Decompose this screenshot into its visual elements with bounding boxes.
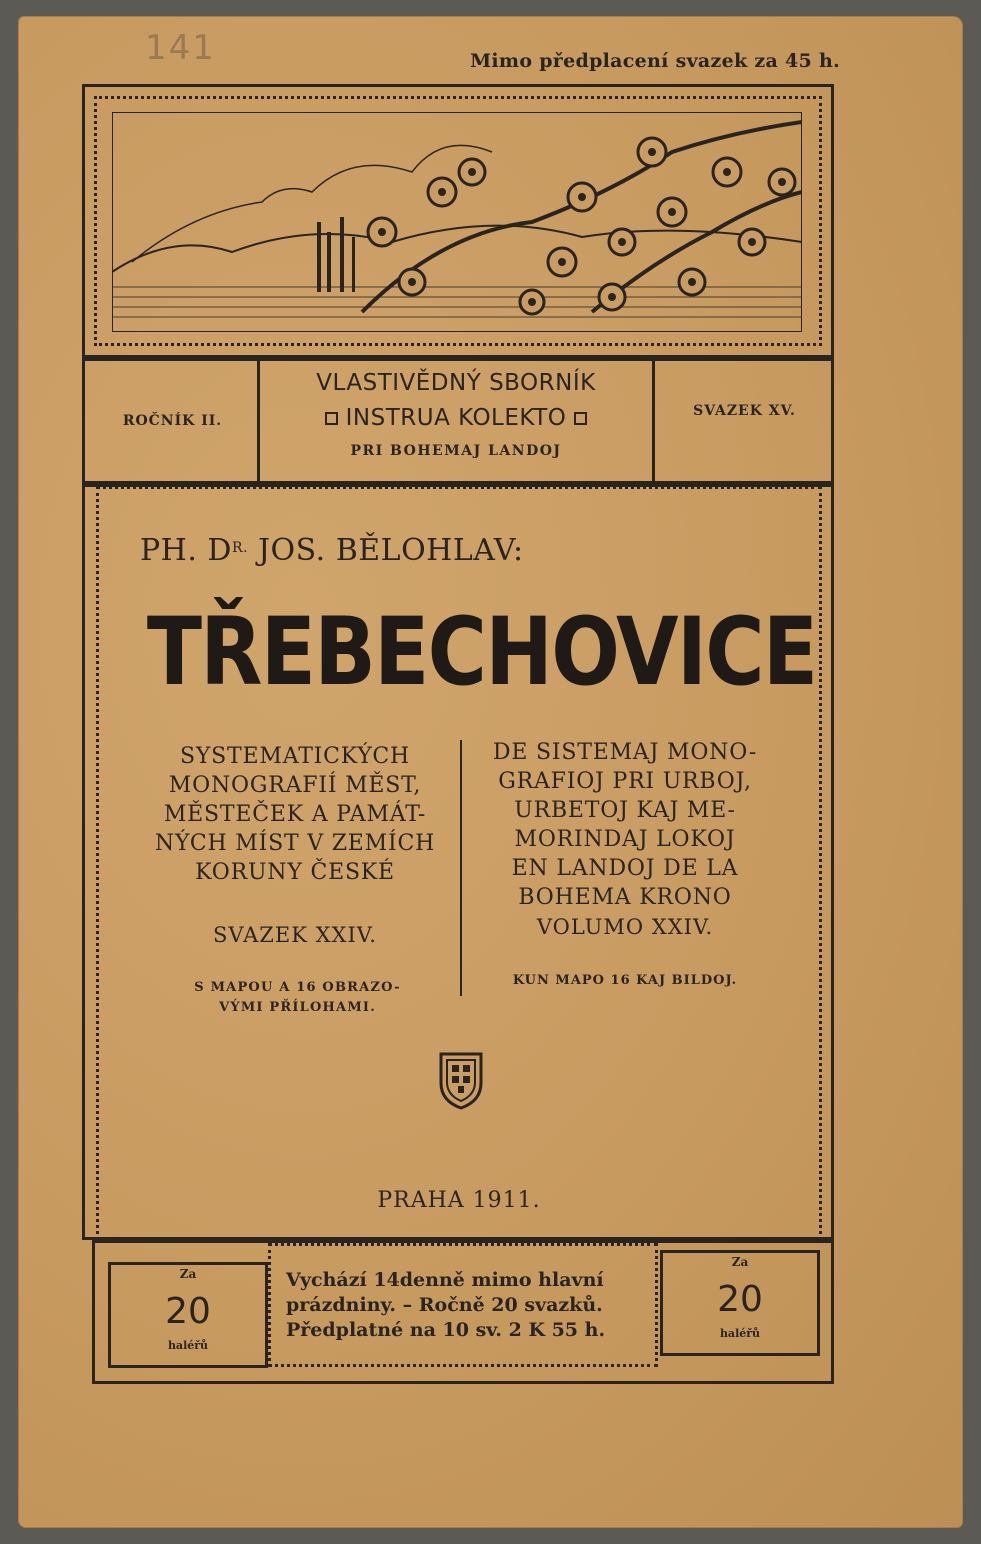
rocnik-label: ROČNÍK II.: [122, 413, 223, 429]
price-box-right: [660, 1250, 820, 1356]
shield-emblem-icon: [438, 1051, 484, 1111]
publication-line: Předplatné na 10 sv. 2 K 55 h.: [286, 1319, 606, 1341]
esperanto-line: URBETOJ KAJ ME-: [514, 798, 736, 823]
price-box-left: [108, 1262, 268, 1368]
czech-line: MONOGRAFIÍ MĚST,: [168, 773, 422, 798]
czech-map-line: S MAPOU A 16 OBRAZO-: [194, 980, 401, 995]
czech-volume: SVAZEK XXIV.: [213, 923, 377, 947]
czech-description: [136, 742, 454, 887]
esperanto-description: [468, 738, 782, 912]
esperanto-line: EN LANDOJ DE LA: [511, 856, 739, 881]
book-title: TŘEBECHOVICE: [146, 598, 817, 707]
svazek-label: SVAZEK XV.: [693, 403, 796, 419]
esperanto-line: GRAFIOJ PRI URBOJ,: [498, 769, 752, 794]
column-divider: [460, 740, 462, 996]
place-year: PRAHA 1911.: [377, 1188, 541, 1213]
author-name: JOS. BĚLOHLAV:: [247, 533, 524, 568]
author-line: [140, 533, 524, 568]
square-ornament-icon: [574, 412, 587, 425]
author-sup: R.: [231, 540, 248, 556]
author-prefix: PH. D: [140, 533, 232, 568]
price-za: Za: [731, 1255, 749, 1269]
price-za: Za: [179, 1267, 197, 1281]
price-amount: 20: [717, 1279, 763, 1320]
price-unit: haléřů: [167, 1339, 209, 1352]
czech-line: KORUNY ČESKÉ: [195, 860, 395, 885]
publication-line: Vychází 14denně mimo hlavní: [286, 1269, 604, 1291]
series-subtitle-text: INSTRUA KOLEKTO: [345, 405, 567, 431]
czech-map-line: VÝMI PŘÍLOHAMI.: [219, 1000, 376, 1015]
price-note: Mimo předplacení svazek za 45 h.: [470, 50, 840, 72]
pencil-mark: 141: [145, 28, 216, 68]
czech-line: MĚSTEČEK A PAMÁT-: [163, 802, 427, 827]
esperanto-volume: VOLUMO XXIV.: [536, 915, 714, 939]
czech-map-note: [150, 978, 445, 1018]
series-subtitle-2: PRI BOHEMAJ LANDOJ: [350, 443, 562, 459]
publication-line: prázdniny. – Ročně 20 svazků.: [286, 1294, 603, 1316]
czech-line: SYSTEMATICKÝCH: [179, 744, 410, 769]
esperanto-line: BOHEMA KRONO: [518, 885, 732, 910]
publication-info: [286, 1268, 646, 1343]
square-ornament-icon: [325, 412, 338, 425]
series-title: VLASTIVĚDNÝ SBORNÍK: [316, 370, 596, 396]
series-subtitle: [262, 405, 650, 431]
czech-line: NÝCH MÍST V ZEMÍCH: [154, 831, 436, 856]
esperanto-line: DE SISTEMAJ MONO-: [492, 740, 758, 765]
price-amount: 20: [165, 1291, 211, 1332]
price-unit: haléřů: [719, 1327, 761, 1340]
esperanto-line: MORINDAJ LOKOJ: [514, 827, 736, 852]
landscape-blossom-illustration: [112, 112, 802, 332]
esperanto-map-note: KUN MAPO 16 KAJ BILDOJ.: [512, 973, 738, 988]
